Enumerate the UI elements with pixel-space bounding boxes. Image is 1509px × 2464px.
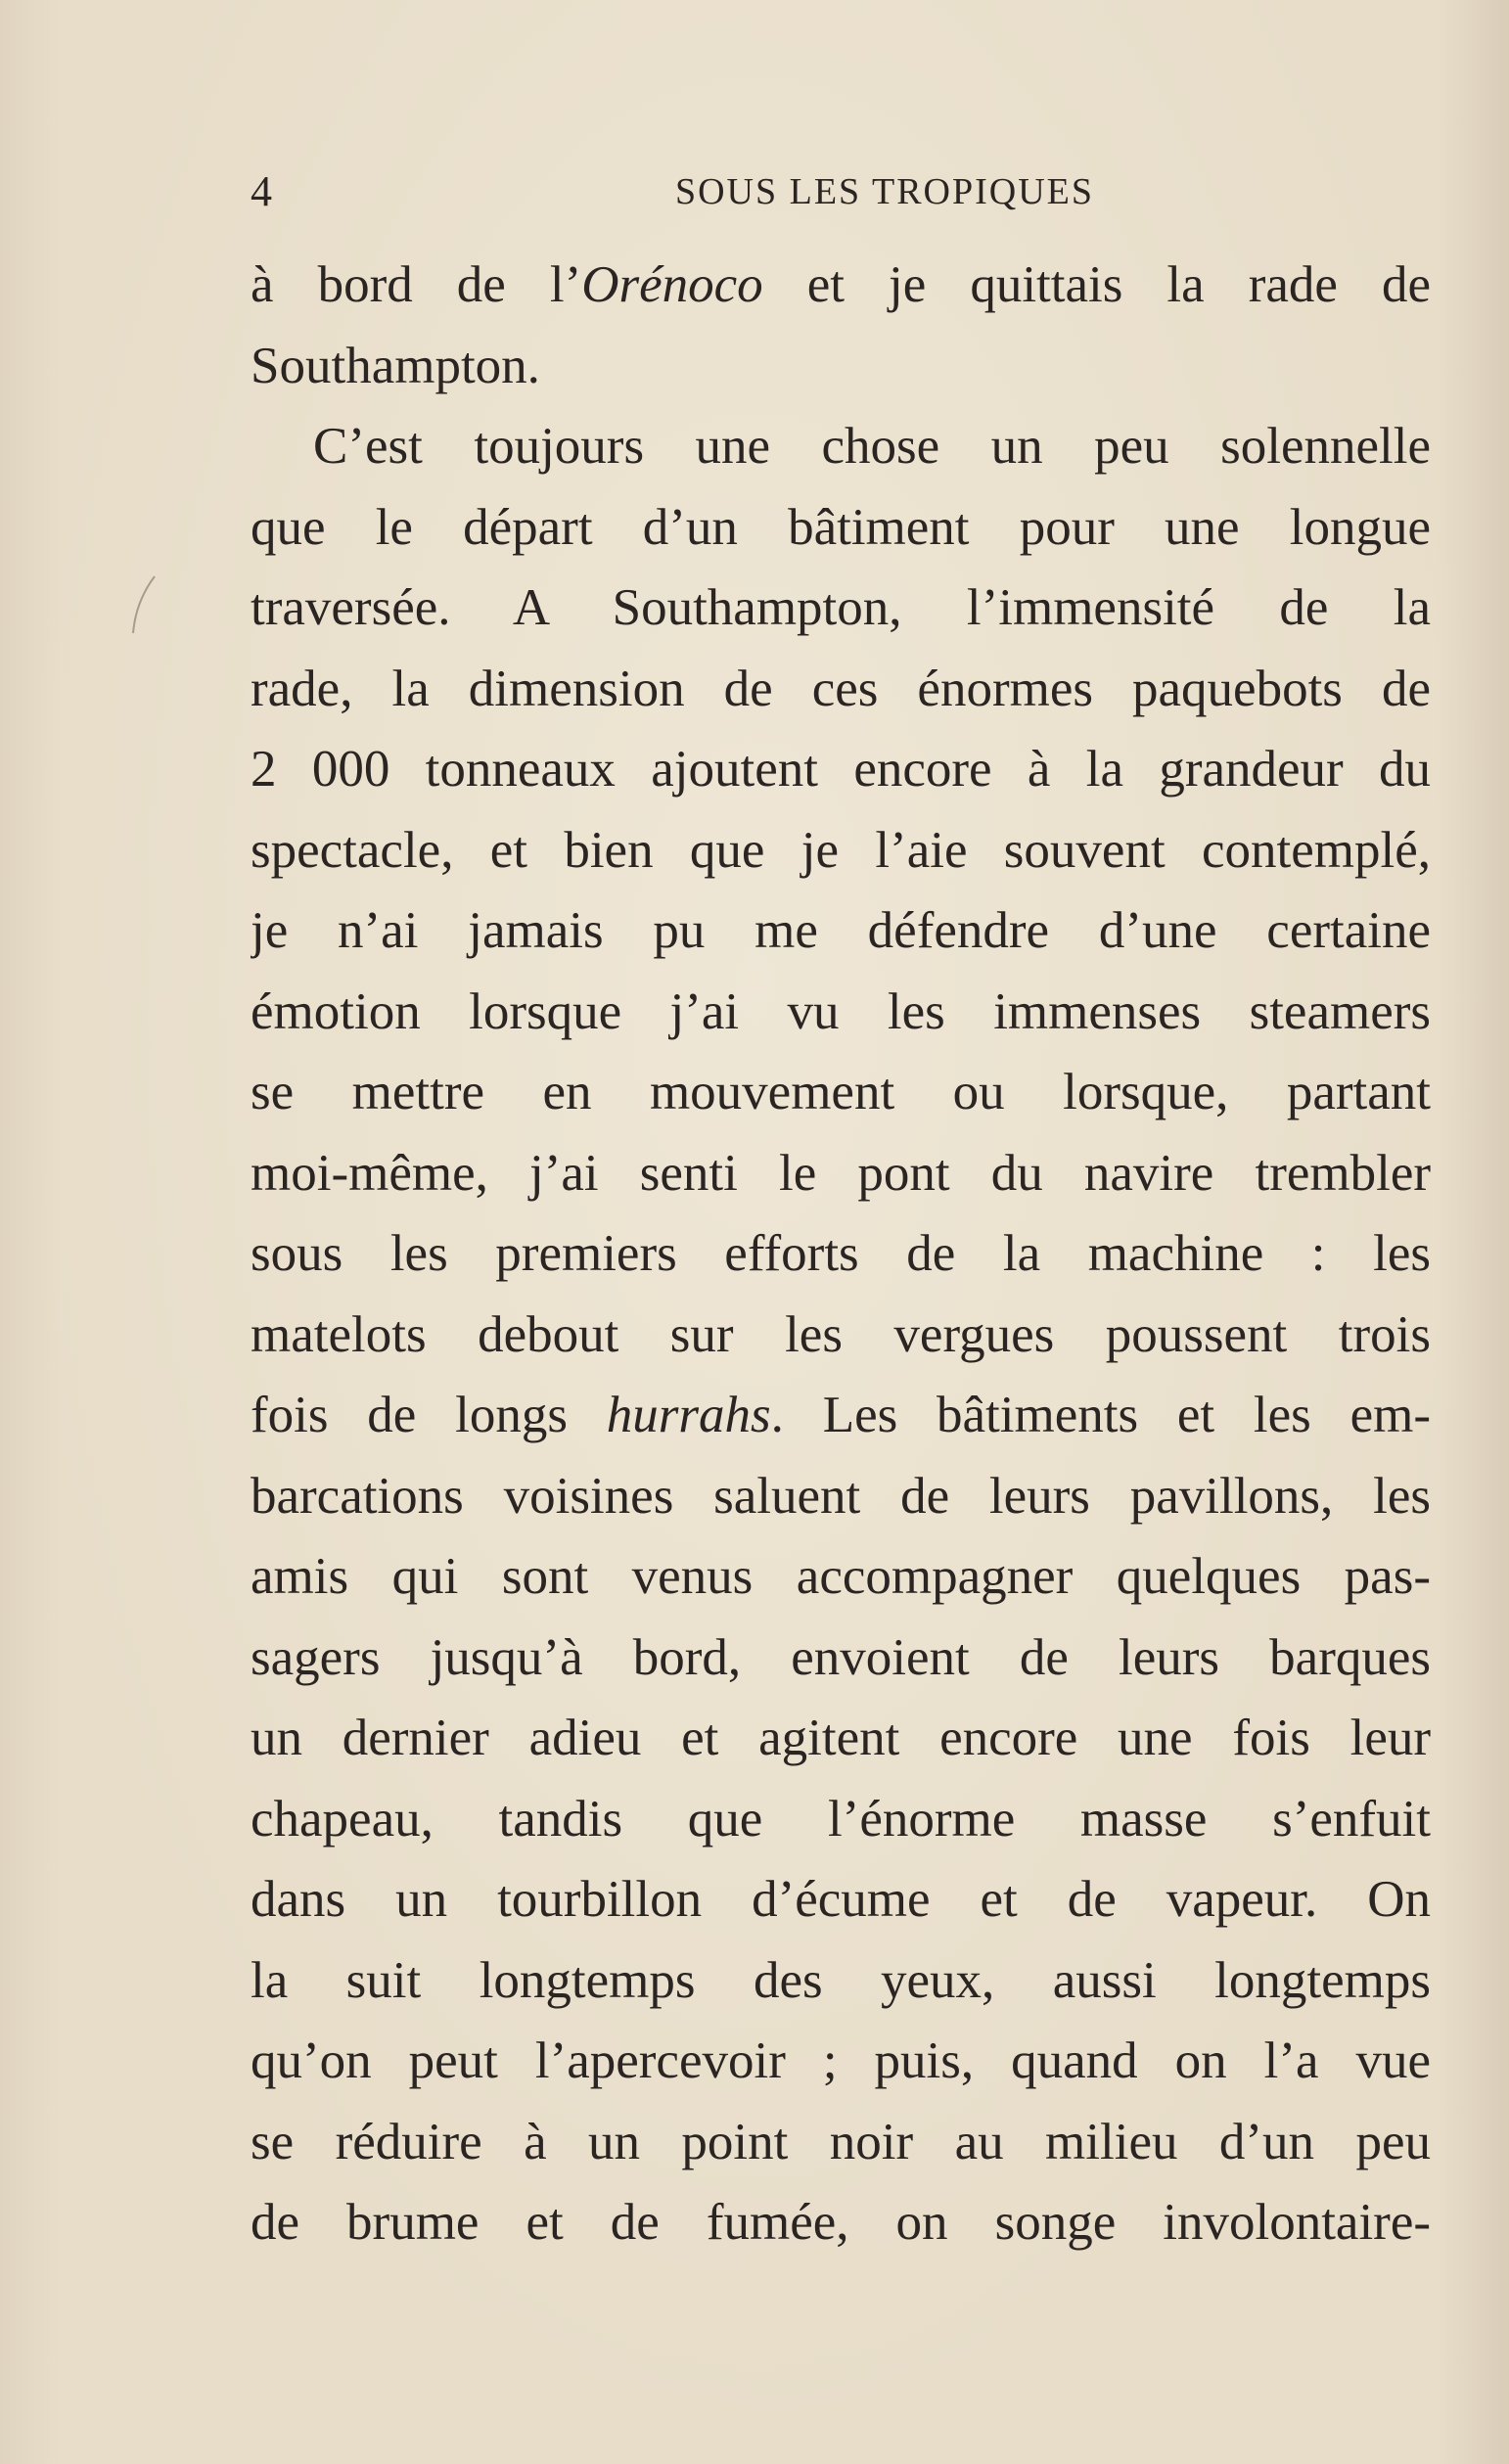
text-line: qu’on peut l’apercevoir ; puis, quand on l’a vue (251, 2032, 1431, 2089)
text-line: la suit longtemps des yeux, aussi longtemps (251, 1951, 1431, 2009)
text-line: moi-même, j’ai senti le pont du navire trembler (251, 1144, 1431, 1202)
text-line: rade, la dimension de ces énormes paquebots de (251, 660, 1431, 717)
text-line: que le départ d’un bâtiment pour une longue (251, 498, 1431, 556)
text-line: C’est toujours une chose un peu solennelle (313, 418, 1431, 475)
page-number: 4 (251, 167, 272, 215)
text-line: traversée. A Southampton, l’immensité de la (251, 579, 1431, 636)
pencil-mark-icon (125, 572, 164, 641)
text-segment: à bord de l’ (251, 256, 582, 313)
text-line (251, 1375, 1431, 1456)
text-line: je n’ai jamais pu me défendre d’une certaine (251, 902, 1431, 959)
text-line: un dernier adieu et agitent encore une fois leur (251, 1710, 1431, 1766)
page-header (251, 164, 1431, 219)
body-text (251, 245, 1431, 2263)
text-line: amis qui sont venus accompagner quelques pas- (251, 1548, 1431, 1605)
text-segment: et je quittais la rade de (762, 256, 1431, 313)
text-line: dans un tourbillon d’écume et de vapeur. On (251, 1871, 1431, 1928)
running-head: SOUS LES TROPIQUES (674, 171, 1095, 212)
text-line: 2 000 tonneaux ajoutent encore à la grandeur du (251, 741, 1431, 798)
text-line (251, 245, 1431, 326)
text-line: se réduire à un point noir au milieu d’un peu (251, 2113, 1431, 2170)
text-line: chapeau, tandis que l’énorme masse s’enfuit (251, 1790, 1431, 1848)
text-line: barcations voisines saluent de leurs pavillons, les (251, 1467, 1431, 1525)
text-line: matelots debout sur les vergues poussent trois (251, 1305, 1431, 1363)
text-line: émotion lorsque j’ai vu les immenses steamers (251, 982, 1431, 1040)
italic-segment: hurrahs (606, 1387, 771, 1443)
italic-segment: Orénoco (581, 256, 763, 313)
text-segment: fois de longs (251, 1387, 607, 1443)
text-line: sagers jusqu’à bord, envoient de leurs barques (251, 1628, 1431, 1686)
text-line: se mettre en mouvement ou lorsque, partant (251, 1064, 1431, 1120)
text-line: spectacle, et bien que je l’aie souvent contemplé, (251, 821, 1431, 879)
text-segment: . Les bâtiments et les em- (770, 1387, 1431, 1443)
text-line: Southampton. (251, 337, 540, 394)
text-line: de brume et de fumée, on songe involontaire- (251, 2194, 1431, 2251)
text-line: sous les premiers efforts de la machine : les (251, 1225, 1431, 1282)
